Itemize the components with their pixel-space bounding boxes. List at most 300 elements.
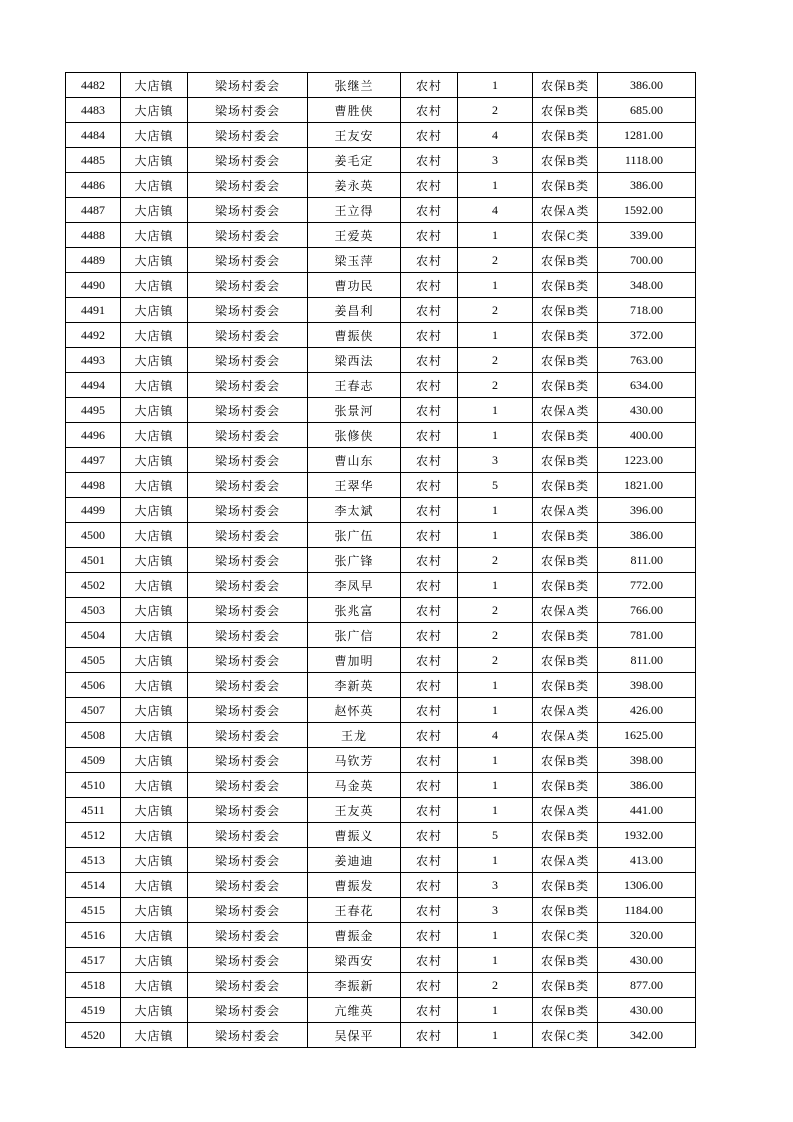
table-cell-id: 4505: [66, 648, 121, 673]
table-row: [66, 498, 696, 523]
table-cell-name: 梁西法: [308, 348, 401, 373]
table-cell-name: 赵怀英: [308, 698, 401, 723]
table-cell-name: 李凤早: [308, 573, 401, 598]
table-cell-amount: 772.00: [598, 573, 696, 598]
table-cell-amount: 339.00: [598, 223, 696, 248]
table-cell-amount: 441.00: [598, 798, 696, 823]
table-cell-insurance_class: 农保B类: [533, 373, 598, 398]
table-row: [66, 973, 696, 998]
table-cell-village: 梁场村委会: [188, 873, 308, 898]
table-cell-town: 大店镇: [121, 848, 188, 873]
table-cell-village: 梁场村委会: [188, 648, 308, 673]
table-cell-amount: 763.00: [598, 348, 696, 373]
table-cell-insurance_class: 农保B类: [533, 423, 598, 448]
table-cell-type: 农村: [401, 323, 458, 348]
table-cell-town: 大店镇: [121, 1023, 188, 1048]
table-cell-insurance_class: 农保B类: [533, 473, 598, 498]
table-cell-type: 农村: [401, 773, 458, 798]
table-cell-id: 4490: [66, 273, 121, 298]
table-cell-amount: 1281.00: [598, 123, 696, 148]
table-cell-town: 大店镇: [121, 498, 188, 523]
table-cell-id: 4513: [66, 848, 121, 873]
table-cell-town: 大店镇: [121, 73, 188, 98]
table-cell-insurance_class: 农保B类: [533, 523, 598, 548]
table-cell-name: 张修侠: [308, 423, 401, 448]
table-row: [66, 473, 696, 498]
table-cell-type: 农村: [401, 273, 458, 298]
table-cell-type: 农村: [401, 223, 458, 248]
table-cell-amount: 396.00: [598, 498, 696, 523]
table-cell-village: 梁场村委会: [188, 198, 308, 223]
table-cell-village: 梁场村委会: [188, 273, 308, 298]
table-cell-amount: 877.00: [598, 973, 696, 998]
table-cell-count: 3: [458, 448, 533, 473]
table-cell-count: 1: [458, 573, 533, 598]
table-cell-count: 1: [458, 223, 533, 248]
table-cell-type: 农村: [401, 248, 458, 273]
table-cell-village: 梁场村委会: [188, 423, 308, 448]
table-cell-type: 农村: [401, 573, 458, 598]
table-cell-name: 姜永英: [308, 173, 401, 198]
table-cell-name: 梁西安: [308, 948, 401, 973]
table-cell-village: 梁场村委会: [188, 348, 308, 373]
table-row: [66, 248, 696, 273]
table-cell-name: 曹胜侠: [308, 98, 401, 123]
table-cell-town: 大店镇: [121, 923, 188, 948]
table-cell-name: 王立得: [308, 198, 401, 223]
table-cell-name: 姜昌利: [308, 298, 401, 323]
table-cell-town: 大店镇: [121, 748, 188, 773]
table-row: [66, 148, 696, 173]
table-cell-id: 4503: [66, 598, 121, 623]
table-cell-insurance_class: 农保B类: [533, 248, 598, 273]
table-row: [66, 723, 696, 748]
table-row: [66, 173, 696, 198]
table-cell-count: 4: [458, 198, 533, 223]
table-cell-town: 大店镇: [121, 548, 188, 573]
table-cell-id: 4487: [66, 198, 121, 223]
table-cell-amount: 1184.00: [598, 898, 696, 923]
table-cell-type: 农村: [401, 498, 458, 523]
table-cell-count: 1: [458, 323, 533, 348]
table-cell-town: 大店镇: [121, 373, 188, 398]
table-cell-insurance_class: 农保B类: [533, 998, 598, 1023]
table-row: [66, 398, 696, 423]
table-cell-count: 5: [458, 823, 533, 848]
table-cell-amount: 398.00: [598, 673, 696, 698]
table-cell-town: 大店镇: [121, 423, 188, 448]
table-cell-count: 1: [458, 73, 533, 98]
table-cell-name: 王春志: [308, 373, 401, 398]
table-cell-town: 大店镇: [121, 198, 188, 223]
table-cell-type: 农村: [401, 848, 458, 873]
table-cell-village: 梁场村委会: [188, 298, 308, 323]
table-cell-count: 1: [458, 398, 533, 423]
table-cell-count: 1: [458, 748, 533, 773]
table-cell-id: 4493: [66, 348, 121, 373]
table-cell-name: 梁玉萍: [308, 248, 401, 273]
table-row: [66, 923, 696, 948]
table-cell-town: 大店镇: [121, 273, 188, 298]
table-cell-town: 大店镇: [121, 123, 188, 148]
table-cell-amount: 781.00: [598, 623, 696, 648]
table-cell-village: 梁场村委会: [188, 848, 308, 873]
table-cell-village: 梁场村委会: [188, 148, 308, 173]
table-cell-village: 梁场村委会: [188, 798, 308, 823]
table-cell-type: 农村: [401, 373, 458, 398]
table-cell-id: 4488: [66, 223, 121, 248]
table-cell-town: 大店镇: [121, 648, 188, 673]
table-cell-id: 4497: [66, 448, 121, 473]
table-cell-insurance_class: 农保A类: [533, 198, 598, 223]
table-cell-type: 农村: [401, 98, 458, 123]
table-cell-id: 4506: [66, 673, 121, 698]
table-cell-type: 农村: [401, 973, 458, 998]
table-cell-amount: 430.00: [598, 998, 696, 1023]
table-cell-insurance_class: 农保C类: [533, 1023, 598, 1048]
table-cell-amount: 1821.00: [598, 473, 696, 498]
table-row: [66, 548, 696, 573]
table-cell-name: 曹振金: [308, 923, 401, 948]
table-cell-insurance_class: 农保B类: [533, 98, 598, 123]
table-cell-insurance_class: 农保A类: [533, 798, 598, 823]
table-cell-insurance_class: 农保C类: [533, 923, 598, 948]
table-cell-town: 大店镇: [121, 773, 188, 798]
table-cell-type: 农村: [401, 298, 458, 323]
table-cell-type: 农村: [401, 998, 458, 1023]
table-cell-town: 大店镇: [121, 798, 188, 823]
table-cell-type: 农村: [401, 823, 458, 848]
table-cell-village: 梁场村委会: [188, 773, 308, 798]
table-cell-village: 梁场村委会: [188, 673, 308, 698]
table-cell-town: 大店镇: [121, 973, 188, 998]
table-row: [66, 523, 696, 548]
table-cell-name: 姜毛定: [308, 148, 401, 173]
table-cell-name: 曹山东: [308, 448, 401, 473]
table-cell-amount: 811.00: [598, 548, 696, 573]
table-cell-type: 农村: [401, 148, 458, 173]
table-cell-id: 4507: [66, 698, 121, 723]
table-cell-amount: 1932.00: [598, 823, 696, 848]
table-cell-insurance_class: 农保B类: [533, 898, 598, 923]
table-cell-type: 农村: [401, 198, 458, 223]
table-cell-village: 梁场村委会: [188, 248, 308, 273]
table-cell-insurance_class: 农保A类: [533, 848, 598, 873]
table-cell-count: 2: [458, 598, 533, 623]
table-cell-village: 梁场村委会: [188, 598, 308, 623]
table-cell-type: 农村: [401, 1023, 458, 1048]
table-cell-count: 2: [458, 373, 533, 398]
table-row: [66, 1023, 696, 1048]
table-row: [66, 273, 696, 298]
table-cell-town: 大店镇: [121, 723, 188, 748]
table-cell-village: 梁场村委会: [188, 123, 308, 148]
table-cell-village: 梁场村委会: [188, 898, 308, 923]
table-cell-id: 4485: [66, 148, 121, 173]
table-cell-name: 亢维英: [308, 998, 401, 1023]
table-row: [66, 648, 696, 673]
table-cell-count: 3: [458, 873, 533, 898]
table-cell-type: 农村: [401, 648, 458, 673]
table-cell-id: 4491: [66, 298, 121, 323]
table-cell-insurance_class: 农保B类: [533, 148, 598, 173]
table-row: [66, 773, 696, 798]
table-cell-town: 大店镇: [121, 448, 188, 473]
table-cell-type: 农村: [401, 598, 458, 623]
table-cell-village: 梁场村委会: [188, 373, 308, 398]
table-cell-count: 2: [458, 548, 533, 573]
table-cell-amount: 685.00: [598, 98, 696, 123]
table-cell-amount: 700.00: [598, 248, 696, 273]
table-cell-name: 王春花: [308, 898, 401, 923]
table-row: [66, 623, 696, 648]
table-cell-id: 4499: [66, 498, 121, 523]
table-row: [66, 598, 696, 623]
table-cell-town: 大店镇: [121, 98, 188, 123]
table-row: [66, 898, 696, 923]
table-cell-count: 2: [458, 298, 533, 323]
table-cell-insurance_class: 农保B类: [533, 573, 598, 598]
table-cell-amount: 386.00: [598, 173, 696, 198]
table-cell-insurance_class: 农保A类: [533, 598, 598, 623]
table-cell-count: 1: [458, 798, 533, 823]
table-row: [66, 948, 696, 973]
table-cell-type: 农村: [401, 673, 458, 698]
table-row: [66, 748, 696, 773]
table-cell-town: 大店镇: [121, 173, 188, 198]
table-cell-count: 2: [458, 348, 533, 373]
table-cell-village: 梁场村委会: [188, 973, 308, 998]
table-cell-town: 大店镇: [121, 248, 188, 273]
table-cell-name: 王友安: [308, 123, 401, 148]
table-cell-id: 4496: [66, 423, 121, 448]
table-cell-id: 4482: [66, 73, 121, 98]
table-cell-type: 农村: [401, 923, 458, 948]
table-cell-name: 曹振侠: [308, 323, 401, 348]
table-cell-amount: 398.00: [598, 748, 696, 773]
table-cell-type: 农村: [401, 73, 458, 98]
table-cell-type: 农村: [401, 698, 458, 723]
table-cell-count: 2: [458, 623, 533, 648]
table-cell-insurance_class: 农保B类: [533, 748, 598, 773]
table-cell-village: 梁场村委会: [188, 823, 308, 848]
table-cell-village: 梁场村委会: [188, 1023, 308, 1048]
table-cell-name: 张景河: [308, 398, 401, 423]
table-cell-town: 大店镇: [121, 898, 188, 923]
table-cell-insurance_class: 农保A类: [533, 498, 598, 523]
table-cell-name: 曹功民: [308, 273, 401, 298]
table-cell-type: 农村: [401, 748, 458, 773]
table-cell-insurance_class: 农保B类: [533, 448, 598, 473]
table-row: [66, 298, 696, 323]
table-cell-name: 王翠华: [308, 473, 401, 498]
table-cell-village: 梁场村委会: [188, 698, 308, 723]
table-cell-insurance_class: 农保B类: [533, 673, 598, 698]
table-cell-amount: 348.00: [598, 273, 696, 298]
table-cell-name: 曹振发: [308, 873, 401, 898]
table-row: [66, 348, 696, 373]
table-cell-amount: 1592.00: [598, 198, 696, 223]
table-cell-insurance_class: 农保B类: [533, 173, 598, 198]
table-cell-town: 大店镇: [121, 623, 188, 648]
table-cell-count: 2: [458, 98, 533, 123]
table-cell-village: 梁场村委会: [188, 998, 308, 1023]
table-cell-insurance_class: 农保B类: [533, 323, 598, 348]
table-cell-id: 4501: [66, 548, 121, 573]
table-cell-type: 农村: [401, 473, 458, 498]
table-row: [66, 798, 696, 823]
table-cell-village: 梁场村委会: [188, 323, 308, 348]
table-cell-name: 王爱英: [308, 223, 401, 248]
table-cell-insurance_class: 农保B类: [533, 273, 598, 298]
table-row: [66, 573, 696, 598]
table-cell-type: 农村: [401, 173, 458, 198]
table-cell-town: 大店镇: [121, 598, 188, 623]
table-cell-id: 4504: [66, 623, 121, 648]
table-cell-amount: 342.00: [598, 1023, 696, 1048]
table-cell-name: 姜迪迪: [308, 848, 401, 873]
table-cell-count: 1: [458, 773, 533, 798]
table-cell-town: 大店镇: [121, 998, 188, 1023]
table-cell-insurance_class: 农保B类: [533, 973, 598, 998]
table-cell-count: 1: [458, 423, 533, 448]
table-row: [66, 448, 696, 473]
table-cell-type: 农村: [401, 348, 458, 373]
table-cell-name: 吴保平: [308, 1023, 401, 1048]
table-cell-amount: 386.00: [598, 523, 696, 548]
table-cell-name: 张广伍: [308, 523, 401, 548]
table-cell-count: 1: [458, 998, 533, 1023]
table-cell-name: 王友英: [308, 798, 401, 823]
table-cell-type: 农村: [401, 548, 458, 573]
table-cell-insurance_class: 农保B类: [533, 623, 598, 648]
table-cell-count: 1: [458, 173, 533, 198]
table-cell-count: 3: [458, 898, 533, 923]
table-cell-id: 4508: [66, 723, 121, 748]
table-row: [66, 123, 696, 148]
table-cell-insurance_class: 农保B类: [533, 773, 598, 798]
table-cell-id: 4483: [66, 98, 121, 123]
table-cell-name: 张继兰: [308, 73, 401, 98]
table-cell-village: 梁场村委会: [188, 948, 308, 973]
table-cell-count: 1: [458, 523, 533, 548]
table-cell-amount: 386.00: [598, 773, 696, 798]
table-cell-id: 4515: [66, 898, 121, 923]
table-cell-type: 农村: [401, 948, 458, 973]
table-cell-amount: 430.00: [598, 948, 696, 973]
table-cell-town: 大店镇: [121, 148, 188, 173]
table-cell-count: 1: [458, 948, 533, 973]
table-row: [66, 373, 696, 398]
table-cell-insurance_class: 农保A类: [533, 398, 598, 423]
table-cell-amount: 1118.00: [598, 148, 696, 173]
table-cell-count: 4: [458, 723, 533, 748]
table-cell-town: 大店镇: [121, 673, 188, 698]
table-cell-amount: 766.00: [598, 598, 696, 623]
table-cell-village: 梁场村委会: [188, 473, 308, 498]
table-row: [66, 323, 696, 348]
table-cell-insurance_class: 农保A类: [533, 698, 598, 723]
table-cell-name: 马钦芳: [308, 748, 401, 773]
table-cell-insurance_class: 农保B类: [533, 823, 598, 848]
table-cell-id: 4486: [66, 173, 121, 198]
table-cell-village: 梁场村委会: [188, 573, 308, 598]
table-cell-id: 4510: [66, 773, 121, 798]
table-cell-id: 4514: [66, 873, 121, 898]
benefits-table: [65, 72, 696, 1048]
table-cell-id: 4517: [66, 948, 121, 973]
table-cell-village: 梁场村委会: [188, 498, 308, 523]
table-cell-village: 梁场村委会: [188, 548, 308, 573]
table-cell-amount: 386.00: [598, 73, 696, 98]
table-cell-id: 4519: [66, 998, 121, 1023]
table-row: [66, 823, 696, 848]
table-cell-insurance_class: 农保A类: [533, 723, 598, 748]
table-cell-village: 梁场村委会: [188, 98, 308, 123]
table-cell-id: 4498: [66, 473, 121, 498]
table-cell-count: 2: [458, 248, 533, 273]
table-cell-insurance_class: 农保C类: [533, 223, 598, 248]
table-cell-type: 农村: [401, 448, 458, 473]
table-cell-village: 梁场村委会: [188, 223, 308, 248]
table-cell-type: 农村: [401, 898, 458, 923]
table-cell-type: 农村: [401, 398, 458, 423]
table-cell-insurance_class: 农保B类: [533, 873, 598, 898]
table-row: [66, 698, 696, 723]
table-cell-count: 1: [458, 848, 533, 873]
table-cell-name: 李新英: [308, 673, 401, 698]
table-cell-id: 4520: [66, 1023, 121, 1048]
table-cell-village: 梁场村委会: [188, 748, 308, 773]
table-cell-count: 4: [458, 123, 533, 148]
table-cell-name: 李振新: [308, 973, 401, 998]
table-body: [66, 73, 696, 1048]
table-cell-town: 大店镇: [121, 948, 188, 973]
table-cell-count: 1: [458, 673, 533, 698]
table-cell-id: 4495: [66, 398, 121, 423]
table-row: [66, 423, 696, 448]
table-cell-town: 大店镇: [121, 298, 188, 323]
table-cell-village: 梁场村委会: [188, 398, 308, 423]
table-cell-amount: 1306.00: [598, 873, 696, 898]
table-cell-town: 大店镇: [121, 698, 188, 723]
table-cell-id: 4502: [66, 573, 121, 598]
table-cell-id: 4516: [66, 923, 121, 948]
table-cell-village: 梁场村委会: [188, 523, 308, 548]
table-cell-town: 大店镇: [121, 873, 188, 898]
table-cell-name: 李太斌: [308, 498, 401, 523]
table-cell-id: 4512: [66, 823, 121, 848]
table-cell-town: 大店镇: [121, 823, 188, 848]
table-cell-name: 王龙: [308, 723, 401, 748]
table-cell-insurance_class: 农保B类: [533, 348, 598, 373]
table-cell-insurance_class: 农保B类: [533, 123, 598, 148]
table-cell-town: 大店镇: [121, 348, 188, 373]
table-cell-village: 梁场村委会: [188, 623, 308, 648]
table-cell-amount: 1223.00: [598, 448, 696, 473]
table-cell-village: 梁场村委会: [188, 923, 308, 948]
table-cell-count: 3: [458, 148, 533, 173]
table-cell-type: 农村: [401, 423, 458, 448]
table-cell-name: 张兆富: [308, 598, 401, 623]
table-cell-insurance_class: 农保B类: [533, 648, 598, 673]
table-cell-amount: 320.00: [598, 923, 696, 948]
table-cell-amount: 426.00: [598, 698, 696, 723]
table-cell-village: 梁场村委会: [188, 173, 308, 198]
table-cell-amount: 811.00: [598, 648, 696, 673]
table-cell-amount: 413.00: [598, 848, 696, 873]
table-cell-amount: 430.00: [598, 398, 696, 423]
